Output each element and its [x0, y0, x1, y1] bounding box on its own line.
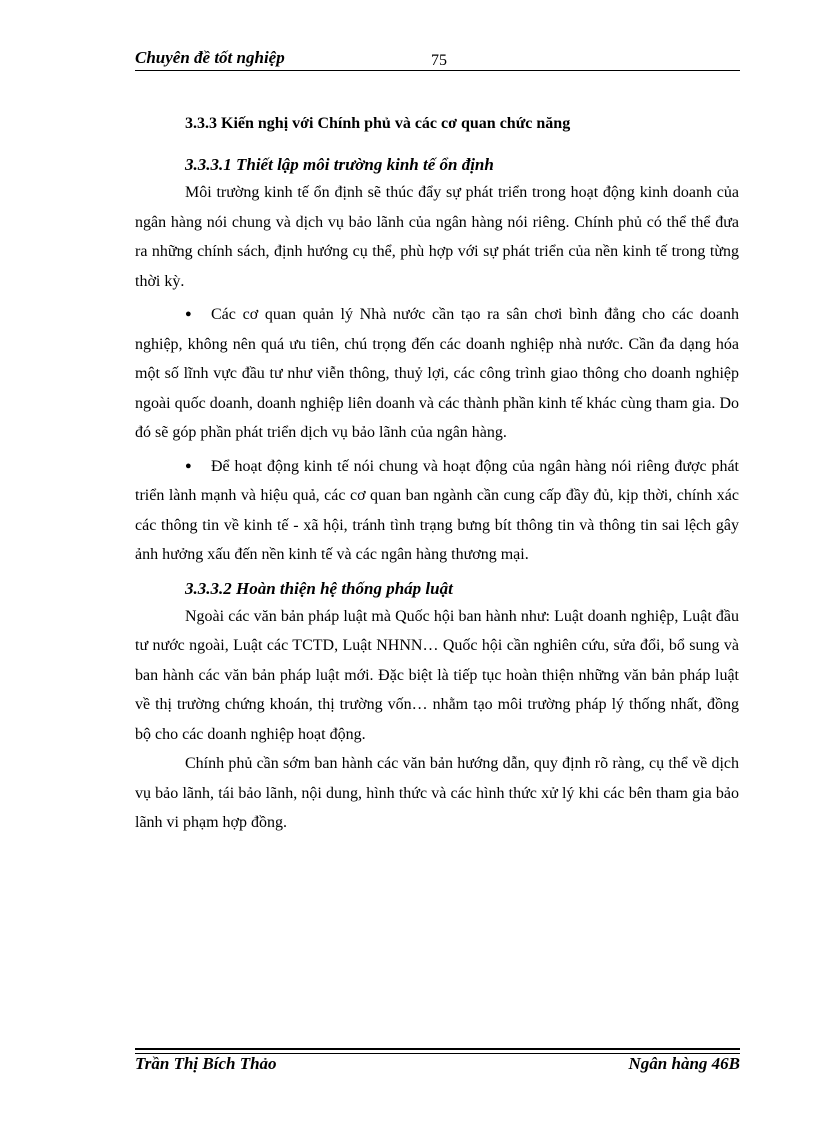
- subsection-2-paragraph-1: Ngoài các văn bản pháp luật mà Quốc hội ban hành như: Luật doanh nghiệp, Luật đầu tư nước ngoài, Luật các TCTD, Luật NHNN… Quốc hội cần nghiên cứu, sửa đổi, bổ sung và ban hành các văn bản pháp luật mới. Đặc biệt là tiếp tục hoàn thiện những văn bản pháp luật về thị trường chứng khoán, thị trường vốn… nhằm tạo môi trường pháp lý thống nhất, đồng bộ cho các doanh nghiệp hoạt động.: [135, 607, 739, 743]
- page-number: 75: [431, 52, 447, 69]
- subsection-2-paragraph-2: Chính phủ cần sớm ban hành các văn bản hướng dẫn, quy định rõ ràng, cụ thể về dịch vụ bảo lãnh, tái bảo lãnh, nội dung, hình thức và các hình thức xử lý khi các bên tham gia bảo lãnh vi phạm hợp đồng.: [135, 755, 739, 831]
- bullet-item-1-text: Các cơ quan quản lý Nhà nước cần tạo ra sân chơi bình đẳng cho các doanh nghiệp, không nên quá ưu tiên, chú trọng đến các doanh nghiệp nhà nước. Cần đa dạng hóa một số lĩnh vực đầu tư như viễn thông, thuỷ lợi, các công trình giao thông cho doanh nghiệp ngoài quốc doanh, doanh nghiệp liên doanh và các thành phần kinh tế khác cùng tham gia. Do đó sẽ góp phần phát triển dịch vụ bảo lãnh của ngân hàng.: [135, 306, 739, 441]
- subsection-heading-1: 3.3.3.1 Thiết lập môi trường kinh tế ổn định: [185, 155, 494, 174]
- page-body: [135, 112, 739, 838]
- subsection-1-intro-paragraph: Môi trường kinh tế ổn định sẽ thúc đẩy sự phát triển trong hoạt động kinh doanh của ngân hàng nói chung và dịch vụ bảo lãnh của ngân hàng nói riêng. Chính phủ có thể thể đưa ra những chính sách, định hướng cụ thể, phù hợp với sự phát triển của nền kinh tế trong từng thời kỳ.: [135, 184, 739, 290]
- document-title: Chuyên đề tốt nghiệp: [135, 48, 285, 67]
- bullet-item-2: [135, 452, 739, 570]
- footer-author: Trần Thị Bích Thảo: [135, 1054, 277, 1073]
- bullet-item-1: [135, 300, 739, 448]
- footer-class-name: Ngân hàng 46B: [628, 1054, 740, 1073]
- subsection-heading-2: 3.3.3.2 Hoàn thiện hệ thống pháp luật: [185, 578, 453, 598]
- bullet-item-2-text: Để hoạt động kinh tế nói chung và hoạt động của ngân hàng nói riêng được phát triển lành mạnh và hiệu quả, các cơ quan ban ngành cần cung cấp đầy đủ, kịp thời, chính xác các thông tin về kinh tế - xã hội, tránh tình trạng bưng bít thông tin và thông tin sai lệch gây ảnh hưởng xấu đến nền kinh tế và các ngân hàng thương mại.: [135, 457, 739, 563]
- page-footer: [135, 1048, 740, 1078]
- section-heading: 3.3.3 Kiến nghị với Chính phủ và các cơ quan chức năng: [185, 115, 571, 132]
- header-divider: [135, 70, 740, 71]
- bullet-dot-icon: ●: [185, 308, 192, 320]
- page-header: [135, 48, 740, 74]
- bullet-dot-icon: ●: [185, 459, 192, 472]
